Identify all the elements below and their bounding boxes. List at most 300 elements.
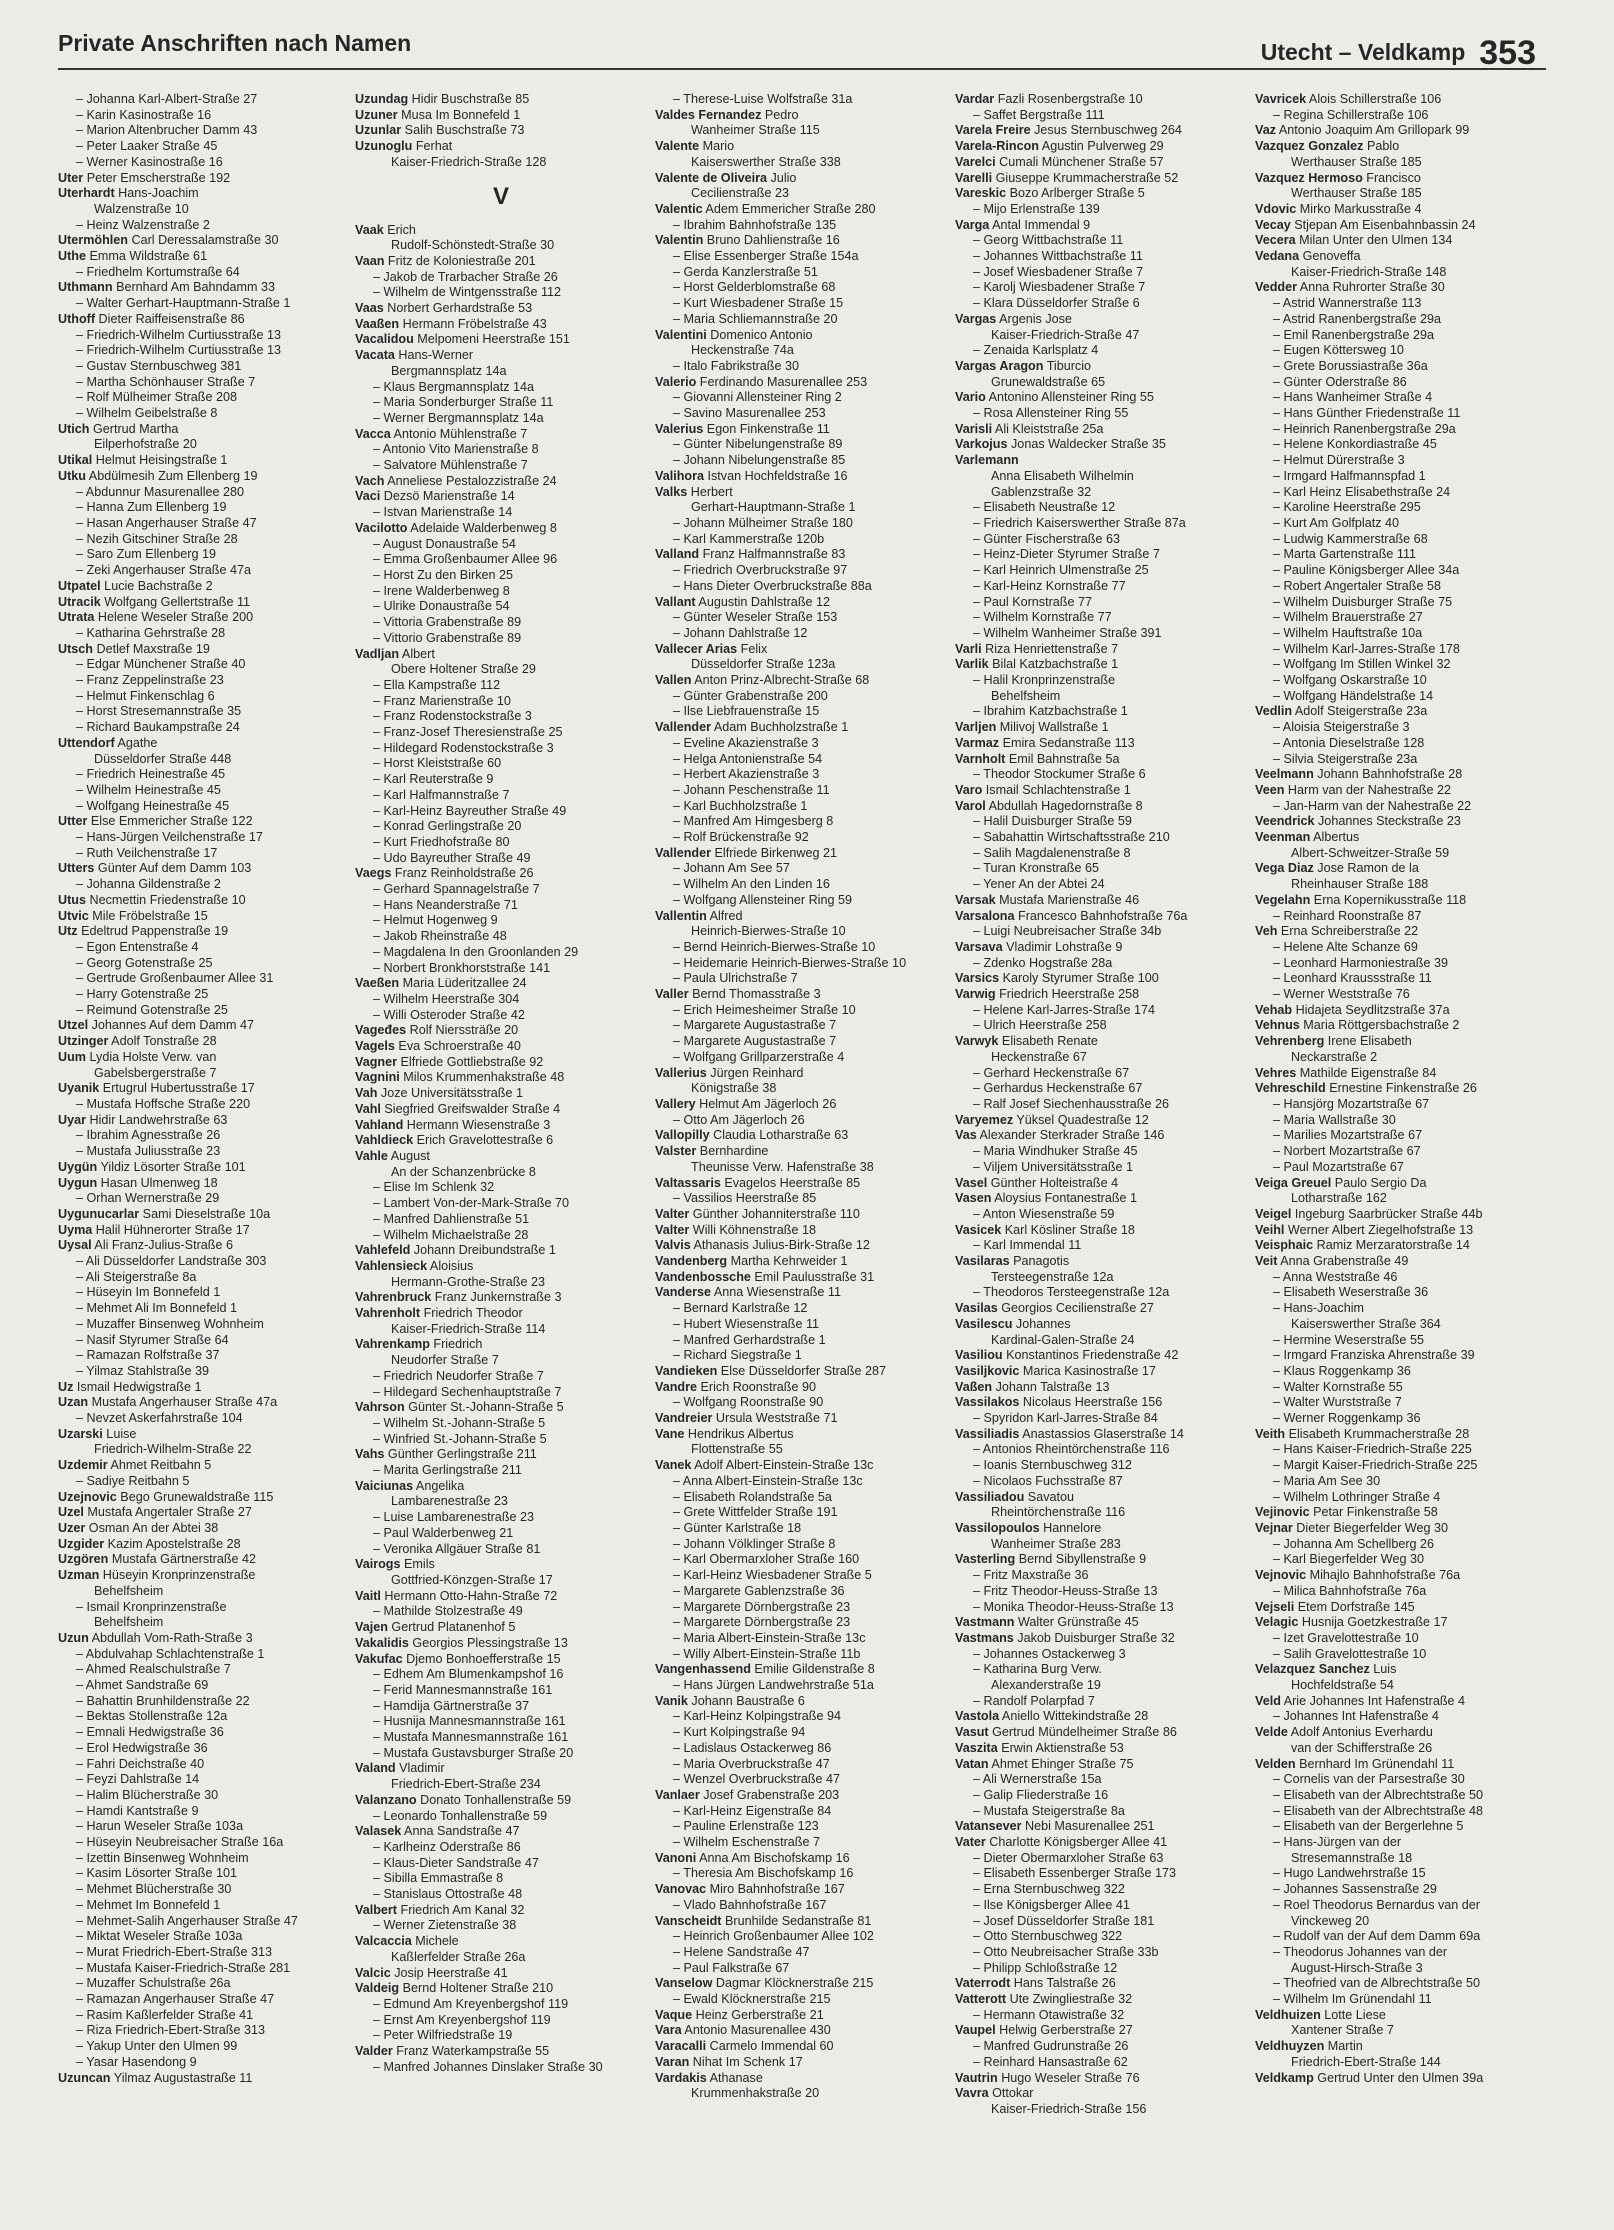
surname: Uzel	[58, 1505, 84, 1520]
surname: Vastmann	[955, 1615, 1015, 1630]
surname: Varli	[955, 641, 982, 656]
directory-entry	[355, 1102, 647, 1118]
directory-entry	[58, 1238, 350, 1254]
surname: Varsalona	[955, 908, 1015, 923]
surname: Uysal	[58, 1238, 92, 1253]
entry-details: Hasan Ulmenweg 18	[97, 1175, 218, 1190]
surname: Vallecer Arias	[655, 641, 738, 656]
directory-subentry: – Monika Theodor-Heuss-Straße 13	[973, 1599, 1174, 1614]
directory-entry	[355, 427, 647, 443]
surname: Vahldieck	[355, 1133, 414, 1148]
address-continuation: Krummenhakstraße 20	[691, 2086, 820, 2101]
directory-entry	[655, 1223, 947, 1239]
directory-entry	[355, 976, 647, 992]
entry-details: Anna Sandstraße 47	[401, 1824, 520, 1839]
entry-details: Helmut Heisingstraße 1	[92, 453, 228, 468]
column-4	[955, 92, 1247, 2118]
directory-subentry: – Robert Angertaler Straße 58	[1273, 578, 1442, 593]
directory-subentry: – Eveline Akazienstraße 3	[673, 735, 819, 750]
entry-details: Adolf Antonius Everhardu	[1287, 1725, 1433, 1740]
entry-details: Maria Lüderitzallee 24	[399, 976, 527, 991]
directory-subentry: – Wolfgang Oskarstraße 10	[1273, 673, 1427, 688]
directory-entry	[1255, 1427, 1547, 1443]
directory-entry	[58, 1018, 350, 1034]
entry-details: Johann Bahnhofstraße 28	[1313, 767, 1463, 782]
directory-subentry: – Zdenko Hogstraße 28a	[973, 955, 1113, 970]
surname: Vara	[655, 2023, 682, 2038]
directory-entry	[955, 1427, 1247, 1443]
surname: Vasiliou	[955, 1348, 1003, 1363]
directory-subentry: – Klara Düsseldorfer Straße 6	[973, 296, 1140, 311]
surname: Uzejnovic	[58, 1489, 117, 1504]
directory-entry	[58, 595, 350, 611]
entry-details: Anna Am Bischofskamp 16	[696, 1850, 850, 1865]
surname: Vasel	[955, 1175, 988, 1190]
surname: Uzer	[58, 1520, 86, 1535]
entry-details: Fritz de Koloniestraße 201	[384, 253, 536, 268]
entry-details: Anastassios Glaserstraße 14	[1019, 1426, 1184, 1441]
entry-details: Petar Finkenstraße 58	[1309, 1505, 1438, 1520]
directory-subentry: – Johanna Am Schellberg 26	[1273, 1536, 1435, 1551]
entry-details: Adam Buchholzstraße 1	[711, 720, 849, 735]
directory-entry	[355, 1337, 647, 1353]
directory-subentry: – Hansjörg Mozartstraße 67	[1273, 1097, 1430, 1111]
directory-subentry: – Theodoros Tersteegenstraße 12a	[973, 1285, 1170, 1300]
directory-subentry: – Milica Bahnhofstraße 76a	[1273, 1583, 1427, 1598]
directory-subentry: – Wilhelm An den Linden 16	[673, 877, 830, 892]
directory-subentry: – Otto Sternbuschweg 322	[973, 1929, 1123, 1944]
surname: Vavricek	[1255, 92, 1307, 106]
directory-entry	[655, 469, 947, 485]
directory-entry	[955, 422, 1247, 438]
directory-entry	[355, 1447, 647, 1463]
entry-details: Erich Gravelottestraße 6	[413, 1133, 554, 1148]
directory-entry	[1255, 704, 1547, 720]
address-continuation: Friedrich-Ebert-Straße 234	[391, 1777, 541, 1792]
surname: Uzuncan	[58, 2070, 111, 2085]
directory-subentry: – Friedrich-Wilhelm Curtiusstraße 13	[76, 327, 282, 342]
directory-subentry: – Sibilla Emmastraße 8	[373, 1871, 504, 1886]
surname: Utikal	[58, 453, 93, 468]
directory-entry	[655, 422, 947, 438]
directory-subentry: – Saro Zum Ellenberg 19	[76, 547, 217, 562]
entry-details: Osman An der Abtei 38	[85, 1520, 219, 1535]
directory-entry	[955, 2086, 1247, 2102]
surname: Uzunlar	[355, 123, 402, 138]
directory-entry	[655, 1238, 947, 1254]
surname: Varmaz	[955, 735, 1000, 750]
directory-entry	[655, 328, 947, 344]
directory-entry	[655, 1411, 947, 1427]
surname: Varlik	[955, 657, 989, 672]
directory-subentry: – Hamdija Gärtnerstraße 37	[373, 1698, 530, 1713]
directory-entry	[955, 1835, 1247, 1851]
entry-details: Johann Baustraße 6	[687, 1693, 805, 1708]
directory-subentry: – Hans Neanderstraße 71	[373, 897, 518, 912]
entry-details: Else Düsseldorfer Straße 287	[717, 1363, 887, 1378]
surname: Utus	[58, 892, 86, 907]
directory-entry	[1255, 1521, 1547, 1537]
directory-entry	[955, 1254, 1247, 1270]
entry-details: Francisco	[1362, 170, 1421, 185]
entry-details: Günther Holteistraße 4	[987, 1175, 1119, 1190]
surname: Valentini	[655, 327, 707, 342]
surname: Valter	[655, 1222, 690, 1237]
entry-details: Heinz Gerberstraße 21	[692, 2007, 824, 2022]
surname: Valtassaris	[655, 1175, 721, 1190]
entry-details: Franz Halfmannstraße 83	[699, 547, 846, 562]
directory-subentry: – Werner Kasinostraße 16	[76, 154, 223, 169]
entry-details: Günther Gerlingstraße 211	[384, 1447, 537, 1462]
directory-subentry: – Günter Weseler Straße 153	[673, 610, 838, 625]
directory-entry	[655, 108, 947, 124]
address-continuation: Xantener Straße 7	[1291, 2023, 1394, 2038]
column-1	[58, 92, 350, 2086]
surname: Vedder	[1255, 280, 1297, 295]
directory-entry	[1255, 2008, 1547, 2024]
directory-subentry: – Wilhelm Hauftstraße 10a	[1273, 625, 1423, 640]
entry-details: Adem Emmericher Straße 280	[702, 201, 876, 216]
entry-details: Julio	[767, 170, 797, 185]
address-continuation: Königstraße 38	[691, 1081, 777, 1096]
surname: Varisli	[955, 421, 993, 436]
column-2	[355, 92, 647, 2075]
directory-subentry: – Karlheinz Oderstraße 86	[373, 1839, 521, 1854]
directory-entry	[58, 1223, 350, 1239]
directory-subentry: – Hans-Jürgen van der	[1273, 1835, 1402, 1850]
directory-entry	[58, 893, 350, 909]
surname: Vasilas	[955, 1301, 998, 1316]
directory-subentry: – Theodor Stockumer Straße 6	[973, 767, 1146, 782]
directory-entry	[955, 909, 1247, 925]
directory-subentry: – Ibrahim Katzbachstraße 1	[973, 704, 1128, 719]
directory-entry	[355, 1243, 647, 1259]
entry-details: Walter Grünstraße 45	[1014, 1615, 1139, 1630]
entry-details: Johannes Steckstraße 23	[1314, 814, 1461, 829]
surname: Vassiliadis	[955, 1426, 1020, 1441]
directory-entry	[1255, 249, 1547, 265]
directory-entry	[955, 783, 1247, 799]
surname: Vahrson	[355, 1400, 405, 1415]
entry-details: Claudia Lotharstraße 63	[709, 1128, 849, 1143]
directory-subentry: – Eugen Köttersweg 10	[1273, 343, 1404, 358]
directory-subentry: – Salih Magdalenenstraße 8	[973, 845, 1131, 860]
surname: Uthmann	[58, 280, 113, 295]
directory-subentry: – Hanna Zum Ellenberg 19	[76, 500, 227, 515]
directory-subentry: – Karl Halfmannstraße 7	[373, 787, 510, 802]
surname: Vahrenbruck	[355, 1290, 432, 1305]
address-continuation: Behelfsheim	[991, 688, 1061, 703]
directory-entry	[955, 1113, 1247, 1129]
directory-subentry: – Regina Schillerstraße 106	[1273, 107, 1429, 122]
directory-subentry: – Katharina Burg Verw.	[973, 1662, 1102, 1677]
surname: Varo	[955, 782, 983, 797]
address-continuation: Rheinhauser Straße 188	[1291, 877, 1429, 892]
directory-subentry: – Silvia Steigerstraße 23a	[1273, 751, 1418, 766]
surname: Utsch	[58, 641, 93, 656]
directory-subentry: – Johannes Sassenstraße 29	[1273, 1882, 1437, 1897]
directory-subentry: – Luise Lambarenestraße 23	[373, 1510, 535, 1525]
directory-subentry: – Franz Rodenstockstraße 3	[373, 709, 532, 724]
directory-entry	[655, 2008, 947, 2024]
entry-details: Bernhardine	[696, 1144, 769, 1159]
surname: Veiga Greuel	[1255, 1175, 1332, 1190]
address-continuation: Düsseldorfer Straße 448	[94, 751, 232, 766]
surname: Uygün	[58, 1159, 98, 1174]
directory-subentry: – Harun Weseler Straße 103a	[76, 1819, 244, 1834]
directory-entry	[655, 987, 947, 1003]
surname: Vehnus	[1255, 1018, 1300, 1033]
directory-entry	[355, 489, 647, 505]
directory-entry	[58, 453, 350, 469]
directory-subentry: – Therese-Luise Wolfstraße 31a	[673, 92, 853, 106]
address-continuation: Behelfsheim	[94, 1583, 164, 1598]
address-continuation: Kardinal-Galen-Straße 24	[991, 1332, 1135, 1347]
directory-subentry: – Mehmet Im Bonnefeld 1	[76, 1897, 221, 1912]
directory-entry	[1255, 1694, 1547, 1710]
directory-subentry: – Maria Albert-Einstein-Straße 13c	[673, 1630, 866, 1645]
directory-entry	[58, 1552, 350, 1568]
directory-entry	[1255, 1568, 1547, 1584]
directory-subentry: – Gertrude Großenbaumer Allee 31	[76, 971, 274, 986]
directory-subentry: – Emil Ranenbergstraße 29a	[1273, 327, 1435, 342]
surname: Valder	[355, 2044, 393, 2059]
surname: Valvis	[655, 1238, 691, 1253]
surname: Vedlin	[1255, 704, 1293, 719]
directory-subentry: – Udo Bayreuther Straße 49	[373, 850, 531, 865]
directory-subentry: – Mehmet Blücherstraße 30	[76, 1882, 232, 1897]
entry-details: Albert	[399, 646, 435, 661]
address-continuation: Gerhart-Hauptmann-Straße 1	[691, 500, 856, 515]
surname: Varsak	[955, 892, 996, 907]
surname: Utracik	[58, 594, 101, 609]
directory-subentry: – Pauline Erlenstraße 123	[673, 1819, 819, 1834]
directory-subentry: – Rudolf van der Auf dem Damm 69a	[1273, 1929, 1481, 1944]
directory-entry	[355, 348, 647, 364]
surname: Vehres	[1255, 1065, 1297, 1080]
surname: Uyar	[58, 1112, 87, 1127]
directory-subentry: – Heinrich Großenbaumer Allee 102	[673, 1929, 874, 1944]
directory-entry	[1255, 830, 1547, 846]
entry-details: Vladimir	[395, 1761, 445, 1776]
surname: Veisphaic	[1255, 1238, 1314, 1253]
directory-subentry: – Wolfgang Händelstraße 14	[1273, 688, 1434, 703]
entry-details: Norbert Gerhardstraße 53	[383, 301, 533, 316]
directory-subentry: – Wilhelm Michaelstraße 28	[373, 1227, 529, 1242]
directory-subentry: – Johann Nibelungenstraße 85	[673, 453, 846, 468]
address-continuation: Werthauser Straße 185	[1291, 154, 1422, 169]
directory-entry	[58, 469, 350, 485]
address-continuation: Bergmannsplatz 14a	[391, 363, 507, 378]
directory-entry	[1255, 814, 1547, 830]
directory-subentry: – Wilhelm de Wintgensstraße 112	[373, 285, 562, 300]
directory-subentry: – Hamdi Kantstraße 9	[76, 1803, 199, 1818]
directory-subentry: – Karl-Heinz Wiesbadener Straße 5	[673, 1568, 872, 1583]
directory-subentry: – Ladislaus Ostackerweg 86	[673, 1740, 832, 1755]
directory-subentry: – Georg Gotenstraße 25	[76, 955, 213, 970]
directory-entry	[1255, 1066, 1547, 1082]
directory-subentry: – Johann Dahlstraße 12	[673, 625, 808, 640]
directory-entry	[655, 2055, 947, 2071]
entry-details: Milan Unter den Ulmen 134	[1295, 233, 1453, 248]
directory-subentry: – Pauline Königsberger Allee 34a	[1273, 563, 1460, 578]
directory-entry	[1255, 171, 1547, 187]
surname: Vavra	[955, 2086, 989, 2101]
entry-details: Savatou	[1024, 1489, 1075, 1504]
surname: Valente de Oliveira	[655, 170, 768, 185]
directory-subentry: – Maria Am See 30	[1273, 1473, 1381, 1488]
entry-details: Halil Hühnerorter Straße 17	[92, 1222, 250, 1237]
address-continuation: Kaiserswerther Straße 338	[691, 154, 841, 169]
directory-entry	[655, 1097, 947, 1113]
directory-subentry: – Viljem Universitätsstraße 1	[973, 1159, 1134, 1174]
address-continuation: Tersteegenstraße 12a	[991, 1269, 1114, 1284]
directory-entry	[655, 642, 947, 658]
surname: Vahrenholt	[355, 1306, 421, 1321]
directory-entry	[355, 92, 647, 108]
directory-entry	[655, 547, 947, 563]
entry-details: Felix	[737, 641, 768, 656]
entry-details: Mustafa Angertaler Straße 27	[83, 1505, 252, 1520]
address-continuation: Kaiser-Friedrich-Straße 114	[391, 1321, 546, 1336]
directory-entry	[58, 736, 350, 752]
column-5	[1255, 92, 1547, 2086]
surname: Vatansever	[955, 1819, 1022, 1834]
directory-subentry: – Fahri Deichstraße 40	[76, 1756, 205, 1771]
surname: Vehab	[1255, 1002, 1293, 1017]
directory-entry	[955, 1223, 1247, 1239]
entry-details: Peter Emscherstraße 192	[83, 170, 231, 185]
surname: Veldkamp	[1255, 2070, 1314, 2085]
address-continuation: August-Hirsch-Straße 3	[1291, 1960, 1423, 1975]
entry-details: Anna Ruhrorter Straße 30	[1297, 280, 1445, 295]
directory-entry	[1255, 1081, 1547, 1097]
directory-entry	[655, 1976, 947, 1992]
directory-subentry: – Antonio Vito Marienstraße 8	[373, 442, 539, 457]
entry-details: Elisabeth Krummacherstraße 28	[1285, 1426, 1470, 1441]
entry-details: Bernhard Am Bahndamm 33	[112, 280, 275, 295]
surname: Vejseli	[1255, 1599, 1295, 1614]
surname: Vastola	[955, 1709, 1000, 1724]
directory-entry	[355, 108, 647, 124]
directory-entry	[58, 1113, 350, 1129]
surname: Varljen	[955, 720, 997, 735]
directory-subentry: – Veronika Allgäuer Straße 81	[373, 1541, 541, 1556]
entry-details: Melpomeni Heerstraße 151	[413, 332, 570, 347]
entry-details: Helene Weseler Straße 200	[94, 610, 254, 625]
directory-entry	[58, 1160, 350, 1176]
entry-details: Erna Kopernikusstraße 118	[1310, 892, 1467, 907]
surname: Vaiciunas	[355, 1478, 414, 1493]
address-continuation: Friedrich-Ebert-Straße 144	[1291, 2054, 1441, 2069]
surname: Veen	[1255, 782, 1285, 797]
surname: Uzman	[58, 1568, 100, 1583]
directory-entry	[355, 1903, 647, 1919]
directory-subentry: – Margarete Augustastraße 7	[673, 1034, 837, 1049]
directory-entry	[1255, 1254, 1547, 1270]
directory-subentry: – Edgar Münchener Straße 40	[76, 657, 246, 672]
surname: Vehreschild	[1255, 1081, 1326, 1096]
surname: Velazquez Sanchez	[1255, 1662, 1370, 1677]
directory-entry	[955, 1819, 1247, 1835]
surname: Vakufac	[355, 1651, 403, 1666]
entry-details: Gertrud Unter den Ulmen 39a	[1313, 2070, 1484, 2085]
surname: Vagels	[355, 1039, 395, 1054]
address-continuation: Alexanderstraße 19	[991, 1678, 1101, 1693]
directory-subentry: – Zenaida Karlsplatz 4	[973, 343, 1099, 358]
directory-subentry: – Ralf Josef Siechenhausstraße 26	[973, 1097, 1170, 1111]
directory-entry	[58, 1050, 350, 1066]
directory-subentry: – Ioanis Sternbuschweg 312	[973, 1458, 1132, 1473]
surname: Utter	[58, 814, 88, 829]
directory-subentry: – Kurt Am Golfplatz 40	[1273, 515, 1399, 530]
entry-details: Musa Im Bonnefeld 1	[397, 107, 521, 122]
directory-subentry: – Marta Gartenstraße 111	[1273, 547, 1417, 562]
directory-entry	[655, 1427, 947, 1443]
directory-subentry: – Halil Duisburger Straße 59	[973, 814, 1132, 829]
directory-subentry: – Murat Friedrich-Ebert-Straße 313	[76, 1944, 272, 1959]
entry-details: Mustafa Gärtnerstraße 42	[108, 1552, 257, 1567]
surname: Vater	[955, 1835, 986, 1850]
surname: Vageđes	[355, 1023, 407, 1038]
address-continuation: Neudorfer Straße 7	[391, 1353, 499, 1368]
directory-entry	[58, 1568, 350, 1584]
surname: Vaas	[355, 301, 384, 316]
surname: Uzdemir	[58, 1458, 108, 1473]
directory-entry	[355, 123, 647, 139]
directory-subentry: – Mustafa Mannesmannstraße 161	[373, 1730, 569, 1745]
directory-subentry: – Ibrahim Bahnhofstraße 135	[673, 217, 837, 232]
surname: Valter	[655, 1206, 690, 1221]
entry-details: Milos Krummenhakstraße 48	[399, 1070, 565, 1085]
entry-details: Cumali Münchener Straße 57	[995, 154, 1164, 169]
directory-subentry: – Hans-Joachim	[1273, 1301, 1364, 1316]
entry-details: Anneliese Pestalozzistraße 24	[384, 473, 557, 488]
directory-entry	[955, 2023, 1247, 2039]
directory-subentry: – Hans Günther Friedenstraße 11	[1273, 406, 1461, 421]
surname: Utvic	[58, 908, 89, 923]
surname: Vach	[355, 473, 385, 488]
address-continuation: Wanheimer Straße 283	[991, 1536, 1121, 1551]
surname: Uzan	[58, 1395, 89, 1410]
directory-subentry: – Peter Laaker Straße 45	[76, 139, 218, 154]
directory-entry	[955, 186, 1247, 202]
directory-subentry: – Mustafa Kaiser-Friedrich-Straße 281	[76, 1960, 291, 1975]
directory-entry	[655, 1176, 947, 1192]
directory-subentry: – Elisabeth Neustraße 12	[973, 500, 1116, 515]
surname: Vandieken	[655, 1363, 718, 1378]
directory-subentry: – Johann Am See 57	[673, 861, 790, 876]
directory-entry	[355, 332, 647, 348]
entry-details: Sami Dieselstraße 10a	[139, 1206, 271, 1221]
directory-subentry: – Halim Blücherstraße 30	[76, 1787, 219, 1802]
surname: Vanoni	[655, 1850, 697, 1865]
directory-entry	[955, 657, 1247, 673]
directory-subentry: – Karl Heinrich Ulmenstraße 25	[973, 563, 1149, 578]
directory-entry	[655, 673, 947, 689]
directory-entry	[655, 1851, 947, 1867]
surname: Utrata	[58, 610, 95, 625]
directory-subentry: – Hildegard Sechenhauptstraße 7	[373, 1384, 562, 1399]
directory-subentry: – Reinhard Hansastraße 62	[973, 2054, 1128, 2069]
surname: Vassilopoulos	[955, 1520, 1040, 1535]
entry-details: Luis	[1369, 1662, 1397, 1677]
surname: Vasut	[955, 1725, 989, 1740]
directory-subentry: – Antonia Dieselstraße 128	[1273, 735, 1425, 750]
directory-entry	[355, 1589, 647, 1605]
directory-subentry: – Karin Kasinostraße 16	[76, 107, 212, 122]
entry-details: Josip Heerstraße 41	[390, 1965, 508, 1980]
